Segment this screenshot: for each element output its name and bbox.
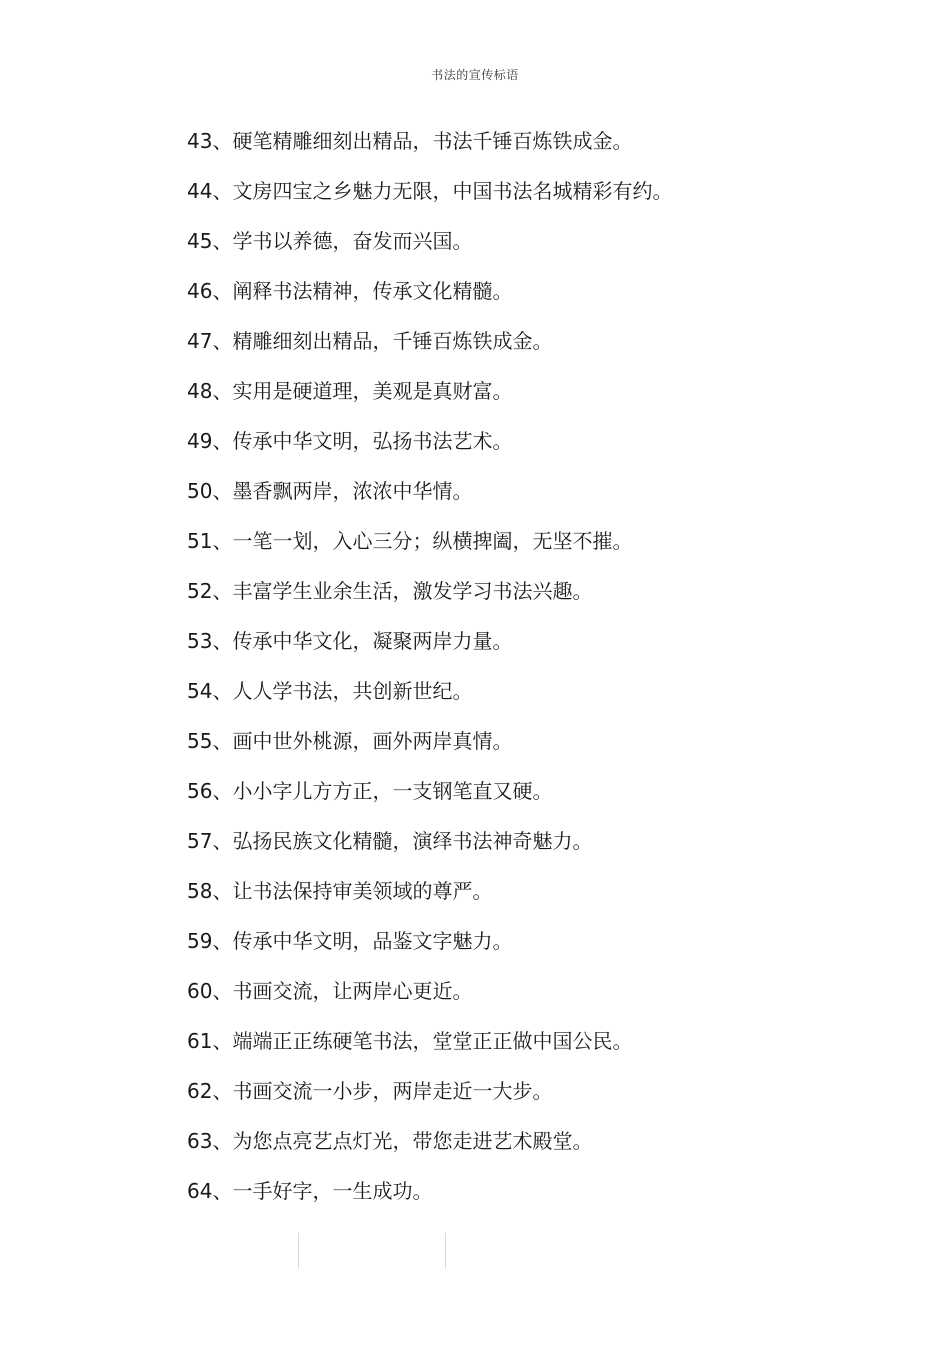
list-item <box>187 776 907 826</box>
item-number: 49、 <box>187 429 233 453</box>
item-number: 51、 <box>187 529 233 553</box>
item-number: 43、 <box>187 129 233 153</box>
item-number: 56、 <box>187 779 233 803</box>
item-number: 44、 <box>187 179 233 203</box>
list-item <box>187 126 907 176</box>
item-number: 63、 <box>187 1129 233 1153</box>
item-text: 传承中华文明，弘扬书法艺术。 <box>232 429 513 453</box>
item-text: 学书以养德，奋发而兴国。 <box>232 229 473 253</box>
list-item <box>187 276 907 326</box>
item-number: 61、 <box>187 1029 233 1053</box>
item-number: 55、 <box>187 729 233 753</box>
item-text: 文房四宝之乡魅力无限，中国书法名城精彩有约。 <box>232 179 673 203</box>
list-item <box>187 576 907 626</box>
item-number: 46、 <box>187 279 233 303</box>
item-text: 一笔一划，入心三分；纵横捭阖，无坚不摧。 <box>232 529 633 553</box>
item-text: 丰富学生业余生活，激发学习书法兴趣。 <box>232 579 593 603</box>
item-text: 人人学书法，共创新世纪。 <box>232 679 473 703</box>
list-item <box>187 176 907 226</box>
item-text: 书画交流，让两岸心更近。 <box>232 979 473 1003</box>
item-number: 52、 <box>187 579 233 603</box>
item-text: 画中世外桃源，画外两岸真情。 <box>232 729 513 753</box>
item-text: 精雕细刻出精品，千锤百炼铁成金。 <box>232 329 553 353</box>
item-text: 小小字儿方方正，一支钢笔直又硬。 <box>232 779 553 803</box>
item-text: 弘扬民族文化精髓，演绎书法神奇魅力。 <box>232 829 593 853</box>
item-number: 60、 <box>187 979 233 1003</box>
list-item <box>187 326 907 376</box>
list-item <box>187 376 907 426</box>
list-item <box>187 676 907 726</box>
list-item <box>187 626 907 676</box>
item-number: 45、 <box>187 229 233 253</box>
item-text: 硬笔精雕细刻出精品，书法千锤百炼铁成金。 <box>232 129 633 153</box>
list-item <box>187 926 907 976</box>
item-number: 53、 <box>187 629 233 653</box>
slogan-list <box>187 126 907 1226</box>
item-number: 54、 <box>187 679 233 703</box>
item-number: 50、 <box>187 479 233 503</box>
item-text: 书画交流一小步，两岸走近一大步。 <box>232 1079 553 1103</box>
item-text: 传承中华文明，品鉴文字魅力。 <box>232 929 513 953</box>
item-number: 48、 <box>187 379 233 403</box>
item-number: 58、 <box>187 879 233 903</box>
item-text: 墨香飘两岸，浓浓中华情。 <box>232 479 473 503</box>
footer-divider-left <box>298 1233 299 1269</box>
item-number: 64、 <box>187 1179 233 1203</box>
item-text: 一手好字，一生成功。 <box>232 1179 433 1203</box>
list-item <box>187 1126 907 1176</box>
item-number: 57、 <box>187 829 233 853</box>
item-text: 阐释书法精神，传承文化精髓。 <box>232 279 513 303</box>
list-item <box>187 526 907 576</box>
page-title: 书法的宣传标语 <box>431 68 519 82</box>
list-item <box>187 826 907 876</box>
footer-divider-right <box>445 1233 446 1269</box>
list-item <box>187 426 907 476</box>
list-item <box>187 976 907 1026</box>
item-text: 为您点亮艺点灯光，带您走进艺术殿堂。 <box>232 1129 593 1153</box>
list-item <box>187 726 907 776</box>
list-item <box>187 226 907 276</box>
item-text: 让书法保持审美领域的尊严。 <box>232 879 493 903</box>
list-item <box>187 1026 907 1076</box>
page-footer-marks <box>298 1233 448 1269</box>
item-text: 实用是硬道理，美观是真财富。 <box>232 379 513 403</box>
list-item <box>187 476 907 526</box>
list-item <box>187 1176 907 1226</box>
item-number: 59、 <box>187 929 233 953</box>
list-item <box>187 1076 907 1126</box>
item-text: 端端正正练硬笔书法，堂堂正正做中国公民。 <box>232 1029 633 1053</box>
item-text: 传承中华文化，凝聚两岸力量。 <box>232 629 513 653</box>
item-number: 62、 <box>187 1079 233 1103</box>
item-number: 47、 <box>187 329 233 353</box>
list-item <box>187 876 907 926</box>
